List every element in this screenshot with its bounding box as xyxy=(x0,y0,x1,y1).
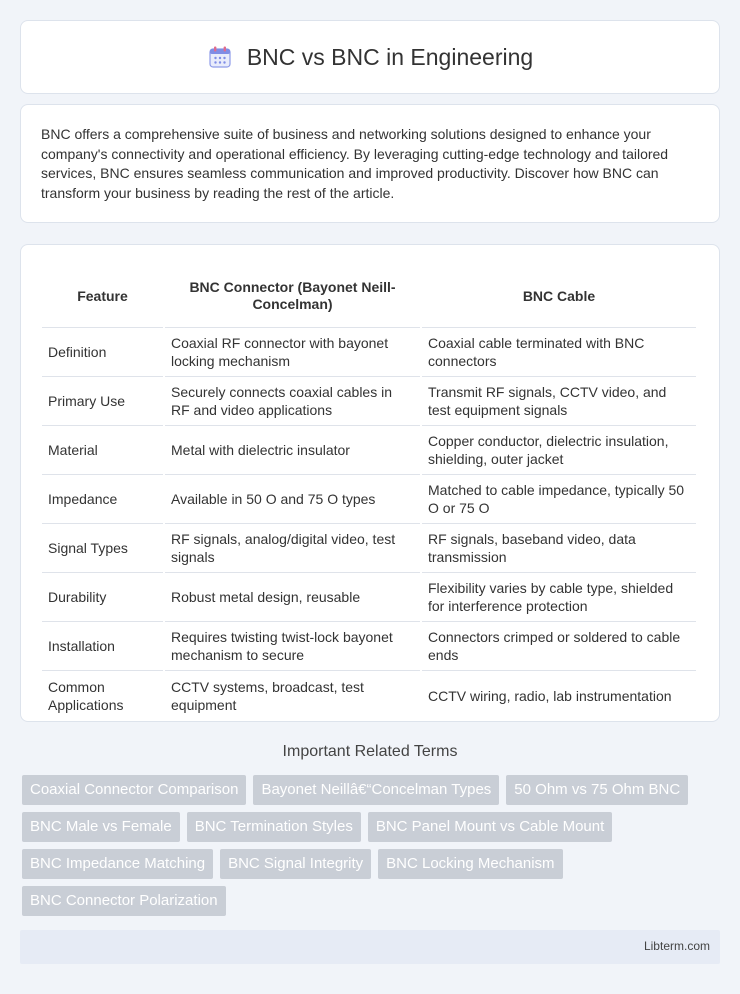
row-cable: Coaxial cable terminated with BNC connectors xyxy=(422,328,696,377)
related-term-tag[interactable]: BNC Male vs Female xyxy=(22,812,180,842)
header-bnc-cable: BNC Cable xyxy=(422,265,696,328)
related-term-tag[interactable]: BNC Termination Styles xyxy=(187,812,361,842)
table-row xyxy=(42,524,696,573)
row-cable: RF signals, baseband video, data transmission xyxy=(422,524,696,573)
footer-site-link[interactable]: Libterm.com xyxy=(643,939,710,953)
related-term-tag[interactable]: BNC Connector Polarization xyxy=(22,886,226,916)
row-feature: Impedance xyxy=(42,475,163,524)
row-cable: CCTV wiring, radio, lab instrumentation xyxy=(428,687,672,704)
intro-text: BNC offers a comprehensive suite of business and networking solutions designed to enhance your company's connectivity and operational efficiency. By leveraging cutting-edge technology and tailored services, BNC ensures seamless communication and improved productivity. Discover how BNC can transform your business by reading the rest of the article. xyxy=(41,126,669,201)
intro-card xyxy=(20,104,720,223)
row-cable: Copper conductor, dielectric insulation, shielding, outer jacket xyxy=(422,426,696,475)
row-feature: Material xyxy=(42,426,163,475)
row-connector: Robust metal design, reusable xyxy=(165,573,420,622)
table-row xyxy=(42,622,696,671)
row-feature: Primary Use xyxy=(42,377,163,426)
related-term-tag[interactable]: BNC Impedance Matching xyxy=(22,849,213,879)
row-feature: Common Applications xyxy=(48,678,124,713)
related-term-tag[interactable]: BNC Panel Mount vs Cable Mount xyxy=(368,812,612,842)
row-connector: Available in 50 O and 75 O types xyxy=(165,475,420,524)
related-term-tag[interactable]: BNC Locking Mechanism xyxy=(378,849,562,879)
comparison-table xyxy=(40,265,698,720)
row-cable: Transmit RF signals, CCTV video, and test equipment signals xyxy=(422,377,696,426)
row-cable: Flexibility varies by cable type, shielded for interference protection xyxy=(422,573,696,622)
comparison-card xyxy=(20,244,720,722)
header-feature: Feature xyxy=(42,265,163,328)
related-term-tag[interactable]: Bayonet Neillâ€“Concelman Types xyxy=(253,775,499,805)
row-feature: Definition xyxy=(42,328,163,377)
row-feature: Installation xyxy=(42,622,163,671)
related-term-tag[interactable]: 50 Ohm vs 75 Ohm BNC xyxy=(506,775,688,805)
related-term-tag[interactable]: BNC Signal Integrity xyxy=(220,849,371,879)
row-feature: Durability xyxy=(42,573,163,622)
related-term-tag[interactable]: Coaxial Connector Comparison xyxy=(22,775,246,805)
related-terms-list xyxy=(22,775,722,923)
related-terms-title: Important Related Terms xyxy=(282,743,458,760)
row-cable: Matched to cable impedance, typically 50 O or 75 O xyxy=(422,475,696,524)
row-connector: Securely connects coaxial cables in RF and video applications xyxy=(165,377,420,426)
table-row xyxy=(42,377,696,426)
table-row xyxy=(42,426,696,475)
page-header xyxy=(20,20,720,94)
row-connector: Coaxial RF connector with bayonet locking mechanism xyxy=(165,328,420,377)
table-row xyxy=(42,671,696,720)
table-header-row xyxy=(42,265,696,328)
footer xyxy=(20,930,720,964)
row-connector: Requires twisting twist-lock bayonet mechanism to secure xyxy=(165,622,420,671)
row-connector: Metal with dielectric insulator xyxy=(165,426,420,475)
row-cable: Connectors crimped or soldered to cable ends xyxy=(422,622,696,671)
table-row xyxy=(42,475,696,524)
table-row xyxy=(42,328,696,377)
row-connector: CCTV systems, broadcast, test equipment xyxy=(171,678,364,713)
row-connector: RF signals, analog/digital video, test signals xyxy=(165,524,420,573)
row-feature: Signal Types xyxy=(42,524,163,573)
page-title: BNC vs BNC in Engineering xyxy=(246,43,534,70)
table-row xyxy=(42,573,696,622)
header-bnc-connector: BNC Connector (Bayonet Neill-Concelman) xyxy=(165,265,420,328)
calendar-icon xyxy=(207,44,233,70)
